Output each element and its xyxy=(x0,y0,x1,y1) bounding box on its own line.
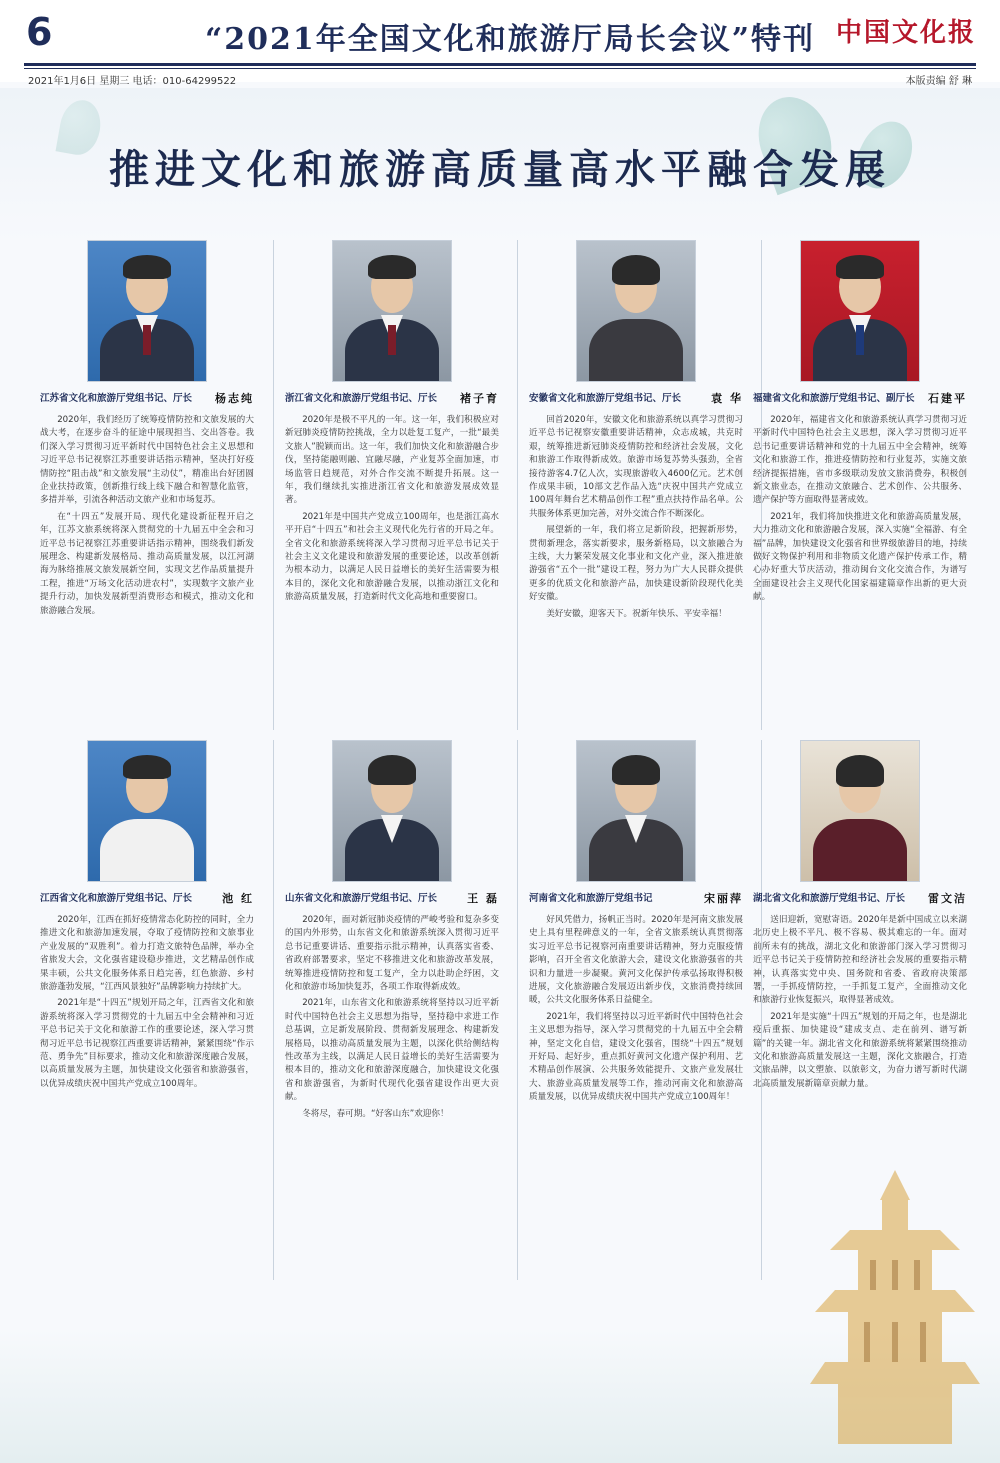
article-anhui xyxy=(529,240,743,714)
article-jiangsu xyxy=(40,240,254,714)
article-jiangxi xyxy=(40,740,254,1259)
byline-name: 王 磊 xyxy=(467,892,499,905)
byline xyxy=(529,390,743,406)
byline xyxy=(285,890,499,906)
byline-role: 山东省文化和旅游厅党组书记、厅长 xyxy=(285,893,438,904)
article-body xyxy=(529,414,743,714)
paragraph: 2021年，我们将坚持以习近平新时代中国特色社会主义思想为指导，深入学习贯彻党的十九届五中全会精神，坚定文化自信，建设文化强省，围绕“十四五”规划开好局、起好步，重点抓好黄河文化遗产保护利用、艺术精品创作展演、公共服务效能提升、文旅产业发展壮大、旅游业高质量发展等工作，推动河南文化和旅游高质量发展，以优异成绩庆祝中国共产党成立100周年！ xyxy=(529,1011,743,1103)
column-divider xyxy=(517,740,518,1280)
paragraph: 2020年，福建省文化和旅游系统认真学习贯彻习近平新时代中国特色社会主义思想，深入学习贯彻习近平总书记重要讲话精神和党的十九届五中全会精神，统筹文化和旅游工作，推进疫情防控和行业复苏，实施文旅经济提振措施，省市多级联动发放文旅消费券，积极创新文旅业态，在推动文旅融合、艺术创作、公共服务、遗产保护等方面取得显著成效。 xyxy=(753,415,967,506)
byline-role: 江西省文化和旅游厅党组书记、厅长 xyxy=(40,893,193,904)
byline-name: 褚子育 xyxy=(460,392,499,405)
paragraph: 2020年，江西在抓好疫情常态化防控的同时，全力推进文化和旅游加速发展，夺取了疫情防控和文旅事业产业发展的“双胜利”。着力打造文旅特色品牌，举办全省旅发大会，文化强省建设稳步推进，文艺精品创作成果丰硕，公共文化服务体系日趋完善，红色旅游、乡村旅游蓬勃发展，“江西风景独好”品牌影响力持续扩大。 xyxy=(40,915,254,993)
paragraph: 2021年是中国共产党成立100周年，也是浙江高水平开启“十四五”和社会主义现代化先行省的开局之年。全省文化和旅游系统将深入学习贯彻习近平总书记关于社会主义文化建设和旅游发展的重要论述，以改革创新为根本动力，以满足人民日益增长的美好生活需要为根本目的，深化文化和旅游融合发展，以推动浙江文化和旅游高质量发展，打造新时代文化高地和重要窗口。 xyxy=(285,511,499,603)
paragraph: 2020年是极不平凡的一年。这一年，我们积极应对新冠肺炎疫情防控挑战，全力以赴复工复产，一批“最美文旅人”脱颖而出。这一年，我们加快文化和旅游融合步伐，坚持能融则融、宜融尽融，产业复苏全面加速，市场监管日趋规范，对外合作交流不断提升拓展。这一年，我们继续扎实推进浙江省文化和旅游发展成效显著。 xyxy=(285,415,499,506)
portrait-photo xyxy=(576,240,696,382)
article-body xyxy=(285,914,499,1259)
paragraph: 冬将尽，春可期。“好客山东”欢迎你！ xyxy=(302,1108,449,1119)
byline-name: 袁 华 xyxy=(711,392,743,405)
byline xyxy=(40,890,254,906)
dateline: 2021年1月6日 星期三 电话：010-64299522 xyxy=(28,76,237,87)
article-fujian xyxy=(753,240,967,714)
byline-role: 浙江省文化和旅游厅党组书记、厅长 xyxy=(285,393,438,404)
paragraph: 2021年是实施“十四五”规划的开局之年，也是湖北疫后重振、加快建设“建成支点、走在前列、谱写新篇”的关键一年。湖北省文化和旅游系统将紧紧围绕推动文化和旅游高质量发展这一主题，深化文旅融合，打造文旅品牌，以文塑旅、以旅彰文，为奋力谱写新时代湖北高质量发展新篇章贡献力量。 xyxy=(753,1011,967,1089)
byline-name: 宋丽萍 xyxy=(704,892,743,905)
paragraph: 2021年，我们将加快推进文化和旅游高质量发展，大力推动文化和旅游融合发展，深入实施“全福游、有全福”品牌，加快建设文化强省和世界级旅游目的地，持续做好文物保护利用和非物质文化遗产保护传承工作，精心办好重大节庆活动，推动闽台文化交流合作，为谱写全面建设社会主义现代化国家福建篇章作出新的更大贡献。 xyxy=(753,511,967,603)
byline xyxy=(40,390,254,406)
yellow-crane-tower-illustration xyxy=(810,1160,980,1460)
column-divider xyxy=(273,240,274,730)
newspaper-logo: 中国文化报 xyxy=(835,18,976,48)
byline-role: 湖北省文化和旅游厅党组书记、厅长 xyxy=(753,893,906,904)
column-divider xyxy=(517,240,518,730)
section-title: “2021年全国文化和旅游厅局长会议”特刊 xyxy=(204,22,815,57)
portrait-photo xyxy=(332,740,452,882)
article-hubei xyxy=(753,740,967,1144)
masthead-rule-thin xyxy=(24,68,976,69)
portrait-photo xyxy=(87,240,207,382)
column-divider xyxy=(273,740,274,1280)
article-henan xyxy=(529,740,743,1259)
byline xyxy=(285,390,499,406)
byline-role: 安徽省文化和旅游厅党组书记、厅长 xyxy=(529,393,682,404)
byline-role: 江苏省文化和旅游厅党组书记、厅长 xyxy=(40,393,193,404)
portrait-photo xyxy=(800,740,920,882)
byline-role: 河南省文化和旅游厅党组书记 xyxy=(529,893,653,904)
paragraph: 2021年是“十四五”规划开局之年，江西省文化和旅游系统将深入学习贯彻党的十九届五中全会精神和习近平总书记关于文化和旅游工作的重要论述，深入学习贯彻习近平总书记视察江西重要讲话精神，紧紧围绕“作示范、勇争先”目标要求，推动文化和旅游深度融合发展，以高质量发展为主题，加快建设文化强省和旅游强省，以优异成绩庆祝中国共产党成立100周年。 xyxy=(40,998,254,1089)
article-zhejiang xyxy=(285,240,499,714)
portrait-photo xyxy=(576,740,696,882)
byline-name: 池 红 xyxy=(222,892,254,905)
editor-credit: 本版责编 舒 琳 xyxy=(905,76,972,87)
portrait-photo xyxy=(332,240,452,382)
byline xyxy=(753,390,967,406)
byline-name: 石建平 xyxy=(928,392,967,405)
article-body xyxy=(753,414,967,714)
article-body xyxy=(285,414,499,714)
article-body xyxy=(753,914,967,1144)
paragraph: 2020年，我们经历了统筹疫情防控和文旅发展的大战大考，在逐步奋斗的征途中展现担当、交出答卷。我们深入学习贯彻习近平新时代中国特色社会主义思想和习近平总书记视察江苏重要讲话指示精神，坚决打好疫情防控“阻击战”和文旅发展“主动仗”，精准出台好团圆企业扶持政策，创新推行线上线下融合和智慧化监管，多措并举，引流各种活动文旅产业和市场复苏。 xyxy=(40,415,254,506)
paragraph: 送旧迎新，宽慰寄语。2020年是新中国成立以来湖北历史上极不平凡、极不容易、极其难忘的一年。面对前所未有的挑战，湖北文化和旅游部门深入学习贯彻习近平总书记关于疫情防控和经济社会发展的重要指示精神，认真落实党中央、国务院和省委、省政府决策部署，一手抓疫情防控，一手抓复工复产，全面推动文化和旅游行业恢复振兴，取得显著成效。 xyxy=(753,915,967,1006)
paragraph: 2021年，山东省文化和旅游系统将坚持以习近平新时代中国特色社会主义思想为指导，坚持稳中求进工作总基调，立足新发展阶段、贯彻新发展理念、构建新发展格局，以推动高质量发展为主题，以深化供给侧结构性改革为主线，以满足人民日益增长的美好生活需要为根本目的，推动文化和旅游深度融合，加快建设文化强省和旅游强省，为新时代现代化强省建设作出更大贡献。 xyxy=(285,998,499,1103)
portrait-photo xyxy=(800,240,920,382)
masthead xyxy=(0,0,1000,87)
paragraph: 展望新的一年，我们将立足新阶段，把握新形势，贯彻新理念，落实新要求，服务新格局，以文旅融合为主线，大力繁荣发展文化事业和文化产业，深入推进旅游强省“五个一批”建设工程，努力为广大人民群众提供更多的优质文化和旅游产品，加快建设新阶段现代化美好安徽。 xyxy=(529,525,743,603)
byline-name: 杨志纯 xyxy=(215,392,254,405)
byline xyxy=(753,890,967,906)
article-body xyxy=(40,414,254,714)
byline-name: 雷文洁 xyxy=(928,892,967,905)
article-body xyxy=(40,914,254,1259)
paragraph: 2020年，面对新冠肺炎疫情的严峻考验和复杂多变的国内外形势，山东省文化和旅游系统深入贯彻习近平总书记重要讲话、重要指示批示精神，认真落实省委、省政府部署要求，坚定不移推进文化和旅游改革发展，统筹推进疫情防控和复工复产，全力以赴助企纾困，文化和旅游市场加快复苏，各项工作取得新成效。 xyxy=(285,915,499,993)
byline-role: 福建省文化和旅游厅党组书记、副厅长 xyxy=(753,393,915,404)
paragraph: 在“十四五”发展开局、现代化建设新征程开启之年，江苏文旅系统将深入贯彻党的十九届五中全会和习近平总书记视察江苏重要讲话指示精神，围绕我们新发展理念、构建新发展格局、推动高质量发展，以江河湖海为脉络推展文旅发展新空间，实现文艺作品质量提升工程，推进“万场文化活动进农村”，实现数字文旅产业提升行动，加快发展新型消费形态和模式，推动文化和旅游融合发展。 xyxy=(40,511,254,616)
byline xyxy=(529,890,743,906)
paragraph: 美好安徽，迎客天下。祝新年快乐、平安幸福！ xyxy=(546,608,727,619)
page-headline: 推进文化和旅游高质量高水平融合发展 xyxy=(109,147,891,193)
paragraph: 好风凭借力，扬帆正当时。2020年是河南文旅发展史上具有里程碑意义的一年，全省文旅系统认真贯彻落实习近平总书记视察河南重要讲话精神，努力克服疫情影响，召开全省文化旅游大会，建设文化旅游强省的共识和力量进一步凝聚。黄河文化保护传承弘扬取得积极进展，文化旅游融合发展迈出新步伐，文旅消费持续回暖，公共文化服务体系日益健全。 xyxy=(529,915,743,1006)
article-shandong xyxy=(285,740,499,1259)
page-number: 6 xyxy=(26,10,53,54)
article-body xyxy=(529,914,743,1259)
portrait-photo xyxy=(87,740,207,882)
masthead-rule xyxy=(24,63,976,66)
paragraph: 回首2020年，安徽文化和旅游系统以真学习贯彻习近平总书记视察安徽重要讲话精神，众志成城，共克时艰，统筹推进新冠肺炎疫情防控和经济社会发展，文化和旅游工作取得新成效。旅游市场复苏势头强劲，全省接待游客4.7亿人次，实现旅游收入4600亿元。艺术创作成果丰硕，10部文艺作品入选“庆祝中国共产党成立100周年舞台艺术精品创作工程”重点扶持作品名单。公共服务体系更加完善，对外交流合作不断深化。 xyxy=(529,415,743,519)
